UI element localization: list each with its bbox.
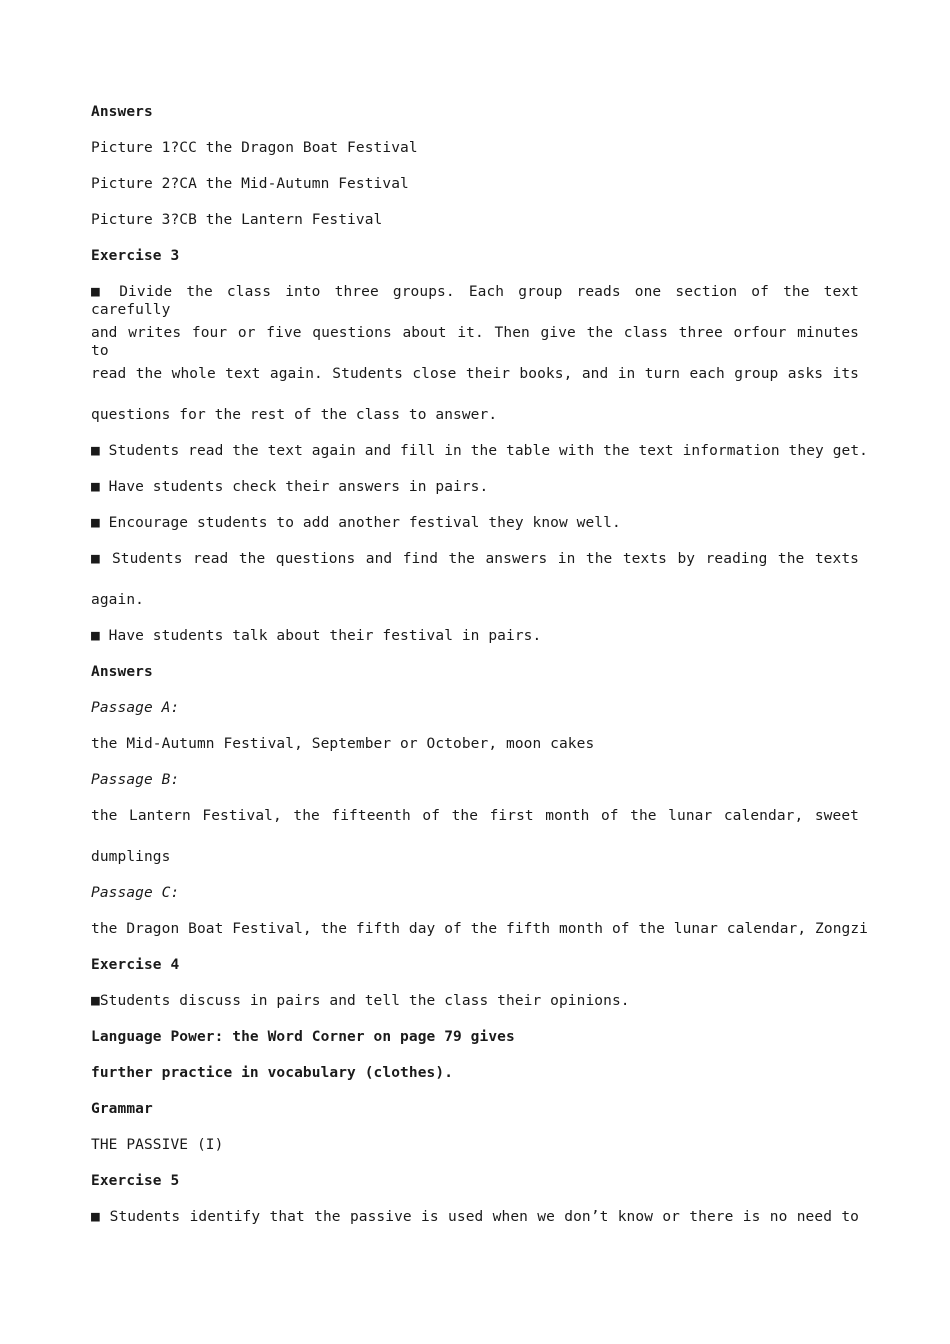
answer-item: Picture 2?CA the Mid-Autumn Festival [91,176,409,192]
passage-a-label: Passage A: [91,700,180,716]
exercise-3-bullet: ■ Encourage students to add another festival they know well. [91,515,621,531]
answers-heading: Answers [91,664,153,680]
language-power-line: Language Power: the Word Corner on page 79 gives [91,1029,515,1045]
exercise-3-bullet: ■ Students read the questions and find the answers in the texts by reading the texts [91,551,859,567]
passage-b-answer-line: dumplings [91,849,171,865]
answer-item: Picture 3?CB the Lantern Festival [91,212,383,228]
grammar-heading: Grammar [91,1101,153,1117]
exercise-3-paragraph-line: read the whole text again. Students close their books, and in turn each group asks its [91,366,859,382]
exercise-3-bullet-continuation: again. [91,592,144,608]
exercise-5-bullet-line: ■ Students identify that the passive is used when we don’t know or there is no need to [91,1209,859,1225]
passage-c-answer: the Dragon Boat Festival, the fifth day of the fifth month of the lunar calendar, Zongzi [91,921,869,937]
exercise-3-paragraph-line: and writes four or five questions about it. Then give the class three orfour minutes to [91,325,859,359]
exercise-3-paragraph-line: questions for the rest of the class to answer. [91,407,498,423]
exercise-3-bullet: ■ Have students talk about their festival in pairs. [91,628,542,644]
exercise-3-paragraph-line: ■ Divide the class into three groups. Each group reads one section of the text carefully [91,284,859,318]
exercise-3-bullet: ■ Have students check their answers in pairs. [91,479,489,495]
exercise-5-heading: Exercise 5 [91,1173,180,1189]
grammar-subheading: THE PASSIVE (I) [91,1137,224,1153]
answer-item: Picture 1?CC the Dragon Boat Festival [91,140,418,156]
exercise-4-heading: Exercise 4 [91,957,180,973]
passage-b-answer-line: the Lantern Festival, the fifteenth of the first month of the lunar calendar, sweet [91,808,859,824]
exercise-3-bullet: ■ Students read the text again and fill in the table with the text information they get. [91,443,869,459]
answers-heading: Answers [91,104,153,120]
exercise-4-bullet: ■Students discuss in pairs and tell the class their opinions. [91,993,630,1009]
language-power-line: further practice in vocabulary (clothes). [91,1065,454,1081]
passage-c-label: Passage C: [91,885,180,901]
passage-a-answer: the Mid-Autumn Festival, September or October, moon cakes [91,736,595,752]
exercise-3-heading: Exercise 3 [91,248,180,264]
passage-b-label: Passage B: [91,772,180,788]
